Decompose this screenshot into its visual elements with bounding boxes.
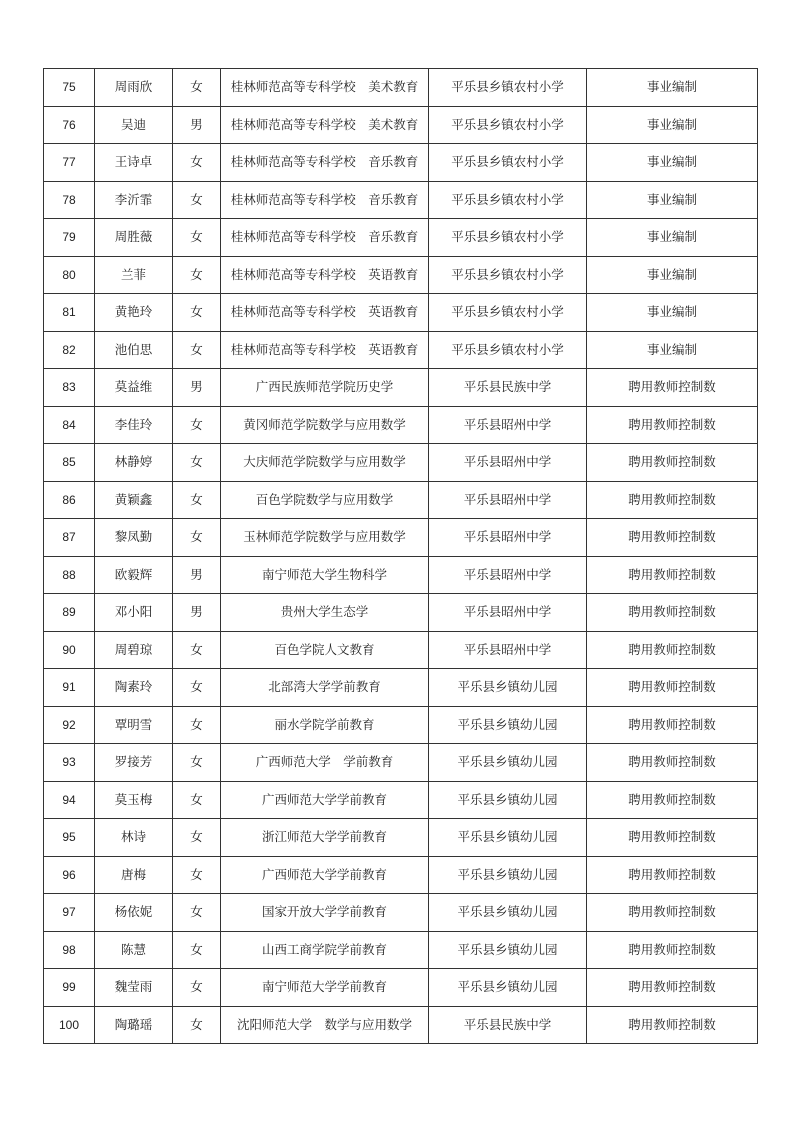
school-major-cell: 桂林师范高等专科学校 英语教育 (221, 294, 429, 332)
staffing-type-cell: 聘用教师控制数 (587, 444, 758, 482)
table-body (44, 69, 758, 1044)
employer-unit-cell: 平乐县民族中学 (429, 1006, 587, 1044)
staffing-type-cell: 聘用教师控制数 (587, 594, 758, 632)
gender-cell: 女 (173, 144, 221, 182)
school-major-cell: 广西师范大学 学前教育 (221, 744, 429, 782)
table-row (44, 931, 758, 969)
gender-cell: 女 (173, 481, 221, 519)
row-number-cell: 98 (44, 931, 95, 969)
row-number-cell: 96 (44, 856, 95, 894)
staffing-type-cell: 事业编制 (587, 256, 758, 294)
staffing-type-cell: 聘用教师控制数 (587, 931, 758, 969)
school-major-cell: 贵州大学生态学 (221, 594, 429, 632)
name-cell: 吴迪 (95, 106, 173, 144)
employer-unit-cell: 平乐县乡镇幼儿园 (429, 744, 587, 782)
school-major-cell: 桂林师范高等专科学校 音乐教育 (221, 181, 429, 219)
name-cell: 兰菲 (95, 256, 173, 294)
staffing-type-cell: 聘用教师控制数 (587, 519, 758, 557)
name-cell: 唐梅 (95, 856, 173, 894)
staffing-type-cell: 聘用教师控制数 (587, 631, 758, 669)
staffing-type-cell: 事业编制 (587, 181, 758, 219)
row-number-cell: 100 (44, 1006, 95, 1044)
row-number-cell: 89 (44, 594, 95, 632)
table-row (44, 406, 758, 444)
employer-unit-cell: 平乐县乡镇幼儿园 (429, 856, 587, 894)
school-major-cell: 大庆师范学院数学与应用数学 (221, 444, 429, 482)
school-major-cell: 广西民族师范学院历史学 (221, 369, 429, 407)
gender-cell: 男 (173, 369, 221, 407)
table-row (44, 106, 758, 144)
row-number-cell: 94 (44, 781, 95, 819)
table-row (44, 481, 758, 519)
school-major-cell: 北部湾大学学前教育 (221, 669, 429, 707)
row-number-cell: 84 (44, 406, 95, 444)
gender-cell: 女 (173, 744, 221, 782)
school-major-cell: 沈阳师范大学 数学与应用数学 (221, 1006, 429, 1044)
gender-cell: 女 (173, 331, 221, 369)
gender-cell: 女 (173, 969, 221, 1007)
staffing-type-cell: 聘用教师控制数 (587, 1006, 758, 1044)
school-major-cell: 桂林师范高等专科学校 美术教育 (221, 69, 429, 107)
name-cell: 陶璐瑶 (95, 1006, 173, 1044)
staffing-type-cell: 聘用教师控制数 (587, 481, 758, 519)
table-row (44, 69, 758, 107)
row-number-cell: 86 (44, 481, 95, 519)
row-number-cell: 91 (44, 669, 95, 707)
staffing-type-cell: 事业编制 (587, 69, 758, 107)
table-row (44, 219, 758, 257)
staffing-type-cell: 聘用教师控制数 (587, 819, 758, 857)
staffing-type-cell: 聘用教师控制数 (587, 369, 758, 407)
row-number-cell: 92 (44, 706, 95, 744)
employer-unit-cell: 平乐县乡镇幼儿园 (429, 931, 587, 969)
employer-unit-cell: 平乐县乡镇幼儿园 (429, 781, 587, 819)
name-cell: 罗接芳 (95, 744, 173, 782)
staffing-type-cell: 事业编制 (587, 106, 758, 144)
staffing-type-cell: 事业编制 (587, 294, 758, 332)
employer-unit-cell: 平乐县乡镇幼儿园 (429, 819, 587, 857)
employer-unit-cell: 平乐县昭州中学 (429, 594, 587, 632)
gender-cell: 女 (173, 181, 221, 219)
school-major-cell: 玉林师范学院数学与应用数学 (221, 519, 429, 557)
name-cell: 黎凤勤 (95, 519, 173, 557)
gender-cell: 女 (173, 931, 221, 969)
table-row (44, 631, 758, 669)
staffing-type-cell: 聘用教师控制数 (587, 556, 758, 594)
school-major-cell: 桂林师范高等专科学校 英语教育 (221, 331, 429, 369)
table-row (44, 856, 758, 894)
name-cell: 周碧琼 (95, 631, 173, 669)
employer-unit-cell: 平乐县乡镇农村小学 (429, 181, 587, 219)
name-cell: 杨依妮 (95, 894, 173, 932)
employer-unit-cell: 平乐县昭州中学 (429, 406, 587, 444)
recruitment-table (43, 68, 758, 1044)
employer-unit-cell: 平乐县昭州中学 (429, 481, 587, 519)
table-row (44, 819, 758, 857)
table-row (44, 331, 758, 369)
gender-cell: 女 (173, 819, 221, 857)
gender-cell: 女 (173, 444, 221, 482)
table-row (44, 369, 758, 407)
row-number-cell: 75 (44, 69, 95, 107)
name-cell: 黄颖鑫 (95, 481, 173, 519)
row-number-cell: 95 (44, 819, 95, 857)
row-number-cell: 90 (44, 631, 95, 669)
gender-cell: 男 (173, 106, 221, 144)
row-number-cell: 97 (44, 894, 95, 932)
table-row (44, 706, 758, 744)
school-major-cell: 南宁师范大学学前教育 (221, 969, 429, 1007)
table-row (44, 744, 758, 782)
gender-cell: 女 (173, 706, 221, 744)
school-major-cell: 广西师范大学学前教育 (221, 856, 429, 894)
gender-cell: 女 (173, 781, 221, 819)
name-cell: 池伯思 (95, 331, 173, 369)
staffing-type-cell: 聘用教师控制数 (587, 781, 758, 819)
employer-unit-cell: 平乐县昭州中学 (429, 519, 587, 557)
name-cell: 陶素玲 (95, 669, 173, 707)
gender-cell: 男 (173, 556, 221, 594)
row-number-cell: 82 (44, 331, 95, 369)
name-cell: 欧毅辉 (95, 556, 173, 594)
staffing-type-cell: 事业编制 (587, 219, 758, 257)
name-cell: 邓小阳 (95, 594, 173, 632)
gender-cell: 女 (173, 669, 221, 707)
name-cell: 莫益维 (95, 369, 173, 407)
name-cell: 周胜薇 (95, 219, 173, 257)
gender-cell: 女 (173, 1006, 221, 1044)
name-cell: 陈慧 (95, 931, 173, 969)
table-row (44, 669, 758, 707)
school-major-cell: 桂林师范高等专科学校 音乐教育 (221, 144, 429, 182)
staffing-type-cell: 事业编制 (587, 331, 758, 369)
row-number-cell: 78 (44, 181, 95, 219)
gender-cell: 女 (173, 256, 221, 294)
employer-unit-cell: 平乐县乡镇农村小学 (429, 294, 587, 332)
staffing-type-cell: 聘用教师控制数 (587, 744, 758, 782)
row-number-cell: 79 (44, 219, 95, 257)
school-major-cell: 桂林师范高等专科学校 美术教育 (221, 106, 429, 144)
table-row (44, 144, 758, 182)
school-major-cell: 南宁师范大学生物科学 (221, 556, 429, 594)
employer-unit-cell: 平乐县民族中学 (429, 369, 587, 407)
row-number-cell: 81 (44, 294, 95, 332)
gender-cell: 女 (173, 519, 221, 557)
staffing-type-cell: 聘用教师控制数 (587, 706, 758, 744)
staffing-type-cell: 聘用教师控制数 (587, 894, 758, 932)
table-row (44, 256, 758, 294)
employer-unit-cell: 平乐县昭州中学 (429, 556, 587, 594)
name-cell: 王诗卓 (95, 144, 173, 182)
gender-cell: 男 (173, 594, 221, 632)
table-row (44, 781, 758, 819)
school-major-cell: 百色学院数学与应用数学 (221, 481, 429, 519)
table-row (44, 519, 758, 557)
table-row (44, 444, 758, 482)
row-number-cell: 83 (44, 369, 95, 407)
row-number-cell: 80 (44, 256, 95, 294)
school-major-cell: 桂林师范高等专科学校 音乐教育 (221, 219, 429, 257)
school-major-cell: 黄冈师范学院数学与应用数学 (221, 406, 429, 444)
table-row (44, 1006, 758, 1044)
employer-unit-cell: 平乐县乡镇农村小学 (429, 106, 587, 144)
gender-cell: 女 (173, 294, 221, 332)
school-major-cell: 百色学院人文教育 (221, 631, 429, 669)
row-number-cell: 93 (44, 744, 95, 782)
row-number-cell: 88 (44, 556, 95, 594)
gender-cell: 女 (173, 219, 221, 257)
table-row (44, 294, 758, 332)
employer-unit-cell: 平乐县乡镇农村小学 (429, 144, 587, 182)
employer-unit-cell: 平乐县昭州中学 (429, 631, 587, 669)
name-cell: 覃明雪 (95, 706, 173, 744)
staffing-type-cell: 聘用教师控制数 (587, 969, 758, 1007)
name-cell: 莫玉梅 (95, 781, 173, 819)
name-cell: 李佳玲 (95, 406, 173, 444)
employer-unit-cell: 平乐县乡镇幼儿园 (429, 706, 587, 744)
staffing-type-cell: 聘用教师控制数 (587, 406, 758, 444)
row-number-cell: 77 (44, 144, 95, 182)
employer-unit-cell: 平乐县乡镇农村小学 (429, 256, 587, 294)
table-row (44, 556, 758, 594)
employer-unit-cell: 平乐县昭州中学 (429, 444, 587, 482)
row-number-cell: 76 (44, 106, 95, 144)
name-cell: 周雨欣 (95, 69, 173, 107)
employer-unit-cell: 平乐县乡镇幼儿园 (429, 894, 587, 932)
table-row (44, 969, 758, 1007)
row-number-cell: 85 (44, 444, 95, 482)
employer-unit-cell: 平乐县乡镇农村小学 (429, 219, 587, 257)
employer-unit-cell: 平乐县乡镇农村小学 (429, 69, 587, 107)
table-row (44, 594, 758, 632)
name-cell: 魏莹雨 (95, 969, 173, 1007)
gender-cell: 女 (173, 894, 221, 932)
school-major-cell: 广西师范大学学前教育 (221, 781, 429, 819)
employer-unit-cell: 平乐县乡镇农村小学 (429, 331, 587, 369)
row-number-cell: 87 (44, 519, 95, 557)
gender-cell: 女 (173, 69, 221, 107)
name-cell: 黄艳玲 (95, 294, 173, 332)
staffing-type-cell: 聘用教师控制数 (587, 669, 758, 707)
school-major-cell: 浙江师范大学学前教育 (221, 819, 429, 857)
school-major-cell: 丽水学院学前教育 (221, 706, 429, 744)
school-major-cell: 桂林师范高等专科学校 英语教育 (221, 256, 429, 294)
name-cell: 林静婷 (95, 444, 173, 482)
school-major-cell: 山西工商学院学前教育 (221, 931, 429, 969)
table-row (44, 181, 758, 219)
staffing-type-cell: 事业编制 (587, 144, 758, 182)
gender-cell: 女 (173, 631, 221, 669)
row-number-cell: 99 (44, 969, 95, 1007)
staffing-type-cell: 聘用教师控制数 (587, 856, 758, 894)
employer-unit-cell: 平乐县乡镇幼儿园 (429, 969, 587, 1007)
table-row (44, 894, 758, 932)
gender-cell: 女 (173, 856, 221, 894)
employer-unit-cell: 平乐县乡镇幼儿园 (429, 669, 587, 707)
name-cell: 李沂霏 (95, 181, 173, 219)
name-cell: 林诗 (95, 819, 173, 857)
school-major-cell: 国家开放大学学前教育 (221, 894, 429, 932)
gender-cell: 女 (173, 406, 221, 444)
